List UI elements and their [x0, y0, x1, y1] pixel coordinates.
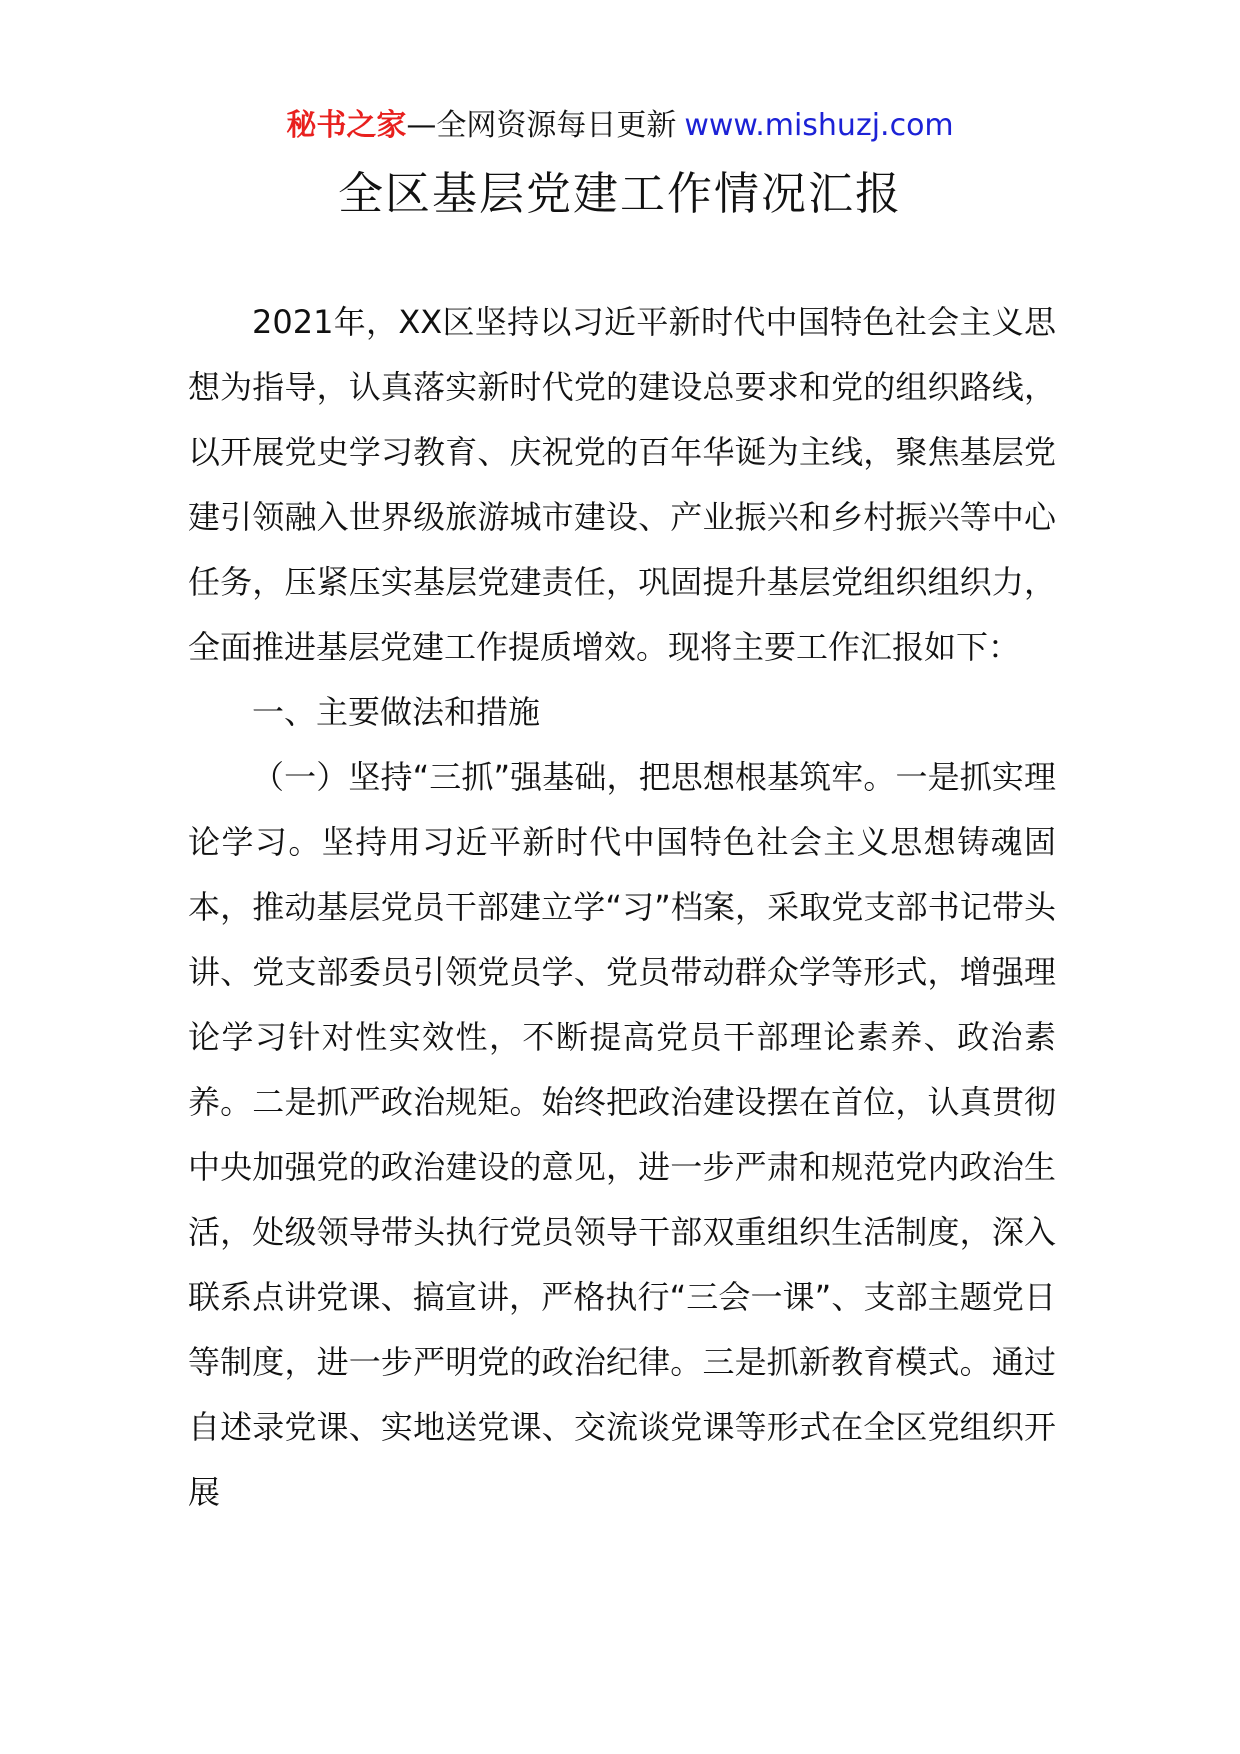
document-body	[188, 290, 1056, 1525]
subsection-paragraph: （一）坚持“三抓”强基础，把思想根基筑牢。一是抓实理论学习。坚持用习近平新时代中国特色社会主义思想铸魂固本，推动基层党员干部建立学“习”档案，采取党支部书记带头讲、党支部委员引领党员学、党员带动群众学等形式，增强理论学习针对性实效性，不断提高党员干部理论素养、政治素养。二是抓严政治规矩。始终把政治建设摆在首位，认真贯彻中央加强党的政治建设的意见，进一步严肃和规范党内政治生活，处级领导带头执行党员领导干部双重组织生活制度，深入联系点讲党课、搞宣讲，严格执行“三会一课”、支部主题党日等制度，进一步严明党的政治纪律。三是抓新教育模式。通过自述录党课、实地送党课、交流谈党课等形式在全区党组织开展	[188, 758, 1056, 1511]
site-url-link[interactable]: www.mishuzj.com	[684, 108, 954, 143]
brand-name: 秘书之家	[286, 108, 407, 143]
intro-paragraph: 2021年，XX区坚持以习近平新时代中国特色社会主义思想为指导，认真落实新时代党的建设总要求和党的组织路线，以开展党史学习教育、庆祝党的百年华诞为主线，聚焦基层党建引领融入世界级旅游城市建设、产业振兴和乡村振兴等中心任务，压紧压实基层党建责任，巩固提升基层党组织组织力，全面推进基层党建工作提质增效。现将主要工作汇报如下：	[188, 303, 1056, 666]
site-header	[0, 104, 1240, 148]
document-title: 全区基层党建工作情况汇报	[337, 167, 902, 220]
section-heading: 一、主要做法和措施	[252, 693, 541, 731]
header-tagline: —全网资源每日更新	[406, 108, 677, 143]
